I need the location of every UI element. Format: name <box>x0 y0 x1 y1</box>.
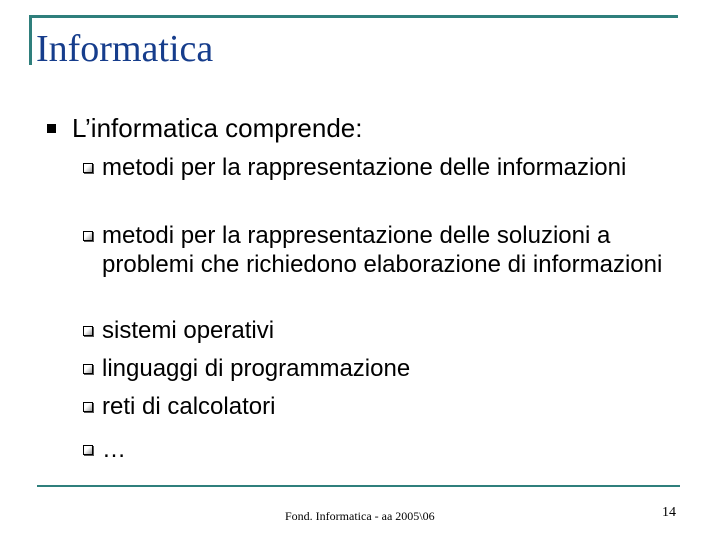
slide-title: Informatica <box>36 28 214 70</box>
checkbox-bullet-icon <box>83 402 93 412</box>
square-bullet-icon <box>47 124 56 133</box>
sub-bullet-text: metodi per la rappresentazione delle informazioni <box>102 154 627 181</box>
page-number: 14 <box>662 505 676 520</box>
sub-bullet-text: … <box>102 436 126 463</box>
sub-bullet-text: metodi per la rappresentazione delle soluzioni a problemi che richiedono elaborazione di informazioni <box>102 222 663 278</box>
checkbox-bullet-icon <box>83 163 93 173</box>
footer-rule <box>37 485 680 487</box>
checkbox-bullet-icon <box>83 364 93 374</box>
main-bullet-text: L’informatica comprende: <box>72 113 363 143</box>
sub-bullet-text: reti di calcolatori <box>102 393 276 420</box>
checkbox-bullet-icon <box>83 231 93 241</box>
checkbox-bullet-icon <box>83 445 93 455</box>
footer-course-label: Fond. Informatica - aa 2005\06 <box>285 509 435 523</box>
sub-bullet-text: sistemi operativi <box>102 317 275 344</box>
sub-bullet-text: linguaggi di programmazione <box>102 355 411 382</box>
checkbox-bullet-icon <box>83 326 93 336</box>
